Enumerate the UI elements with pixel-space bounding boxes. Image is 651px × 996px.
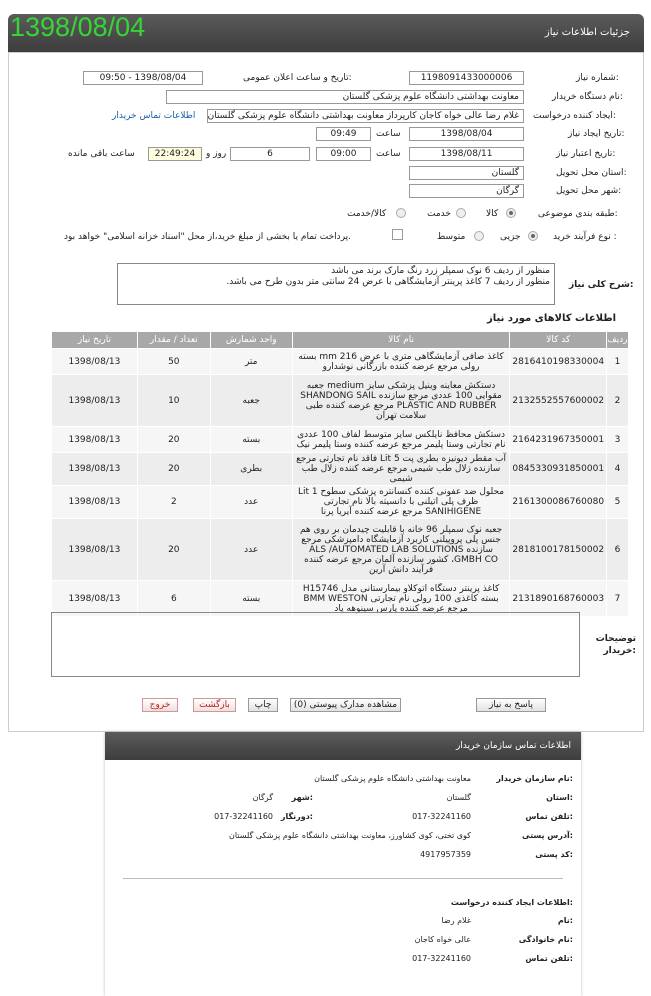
announce-field: 1398/08/04 - 09:50	[83, 71, 203, 85]
cell-qty: 20	[137, 453, 210, 486]
cell-name: جعبه نوک سمپلر 96 خانه با قابلیت چیدمان بر روی هم جنس پلی پروپیلنی کاربرد آزمایشگاه دامپزشکی مرجع سازنده ALS /AUTOMATED LAB SOLUTIONS GMBH CO، کشور سازنده آلمان مرجع عرضه کننده فرآیند دانش آرین	[292, 519, 510, 581]
days-field: 6	[230, 147, 310, 161]
cell-code: 2132552557600002	[510, 375, 607, 427]
description-label: شرح کلی نیاز:	[569, 280, 634, 290]
need-number-label: شماره نیاز:	[576, 73, 619, 83]
purchase-option-minor: جزیی	[500, 232, 521, 242]
cell-name: دستکش معاینه وینیل پزشکی سایز medium جعبه مقوایی 100 عددی مرجع سازنده SHANDONG SAIL PLASTIC AND RUBBER مرجع عرضه کننده طبی سلامت تهران	[292, 375, 510, 427]
page-title: جزئیات اطلاعات نیاز	[544, 27, 630, 38]
cell-date: 1398/08/13	[52, 519, 138, 581]
contact-fax-value: 017-32241160	[214, 812, 273, 821]
print-button[interactable]: چاپ	[248, 698, 278, 712]
buyer-label: نام دستگاه خریدار:	[552, 92, 623, 102]
need-number-field: 1198091433000006	[409, 71, 524, 85]
cell-code: 2816410198330004	[510, 349, 607, 375]
table-row	[52, 453, 629, 486]
description-box	[117, 263, 555, 305]
deadline-date-field: 1398/08/11	[409, 147, 524, 161]
category-radio-goods[interactable]	[506, 208, 516, 218]
purchase-option-medium: متوسط	[437, 232, 466, 242]
cell-qty: 6	[137, 581, 210, 617]
contact-city-value: گرگان	[252, 793, 273, 802]
col-qty: تعداد / مقدار	[137, 332, 210, 349]
cell-unit: بسته	[210, 427, 292, 453]
table-row	[52, 375, 629, 427]
deadline-time-field: 09:00	[316, 147, 371, 161]
cell-unit: عدد	[210, 486, 292, 519]
contact-phone-label: تلفن تماس:	[525, 812, 573, 821]
creator-family-value: عالی خواه کاجان	[414, 935, 471, 944]
cell-unit: جعبه	[210, 375, 292, 427]
deadline-label: تاریخ اعتبار نیاز:	[556, 149, 616, 159]
cell-row: 6	[607, 519, 629, 581]
cell-unit: متر	[210, 349, 292, 375]
contact-divider	[123, 878, 563, 879]
cell-row: 4	[607, 453, 629, 486]
category-radio-service[interactable]	[456, 208, 466, 218]
category-radio-both[interactable]	[396, 208, 406, 218]
category-option-service: خدمت	[427, 209, 451, 219]
cell-name: کاغذ صافی آزمایشگاهی متری با عرض 216 mm بسته رولی مرجع عرضه کننده بازرگانی نوشدارو	[292, 349, 510, 375]
cell-row: 5	[607, 486, 629, 519]
contact-fax-label: دورنگار:	[280, 812, 313, 821]
province-field: گلستان	[409, 166, 524, 180]
created-time-label: ساعت	[376, 129, 401, 139]
table-header-row	[52, 332, 629, 349]
days-label: روز و	[206, 149, 227, 159]
cell-unit: عدد	[210, 519, 292, 581]
cell-row: 1	[607, 349, 629, 375]
city-label: شهر محل تحویل:	[556, 186, 622, 196]
cell-qty: 50	[137, 349, 210, 375]
cell-code: 0845330931850001	[510, 453, 607, 486]
contact-address-value: کوی تختی، کوی کشاورز، معاونت بهداشتی دانشگاه علوم پزشکی گلستان	[228, 831, 471, 840]
created-time-field: 09:49	[316, 127, 371, 141]
col-row: ردیف	[607, 332, 629, 349]
created-date-field: 1398/08/04	[409, 127, 524, 141]
cell-code: 2131890168760003	[510, 581, 607, 617]
purchase-radio-minor[interactable]	[528, 231, 538, 241]
cell-code: 2818100178150002	[510, 519, 607, 581]
description-line-2: منظور از ردیف 7 کاغذ پرینتر آزمایشگاهی با عرض 24 سانتی متر بدون طرح می باشد.	[226, 277, 550, 287]
cell-name: محلول ضد عفونی کننده کنسانتره پزشکی سطوح 1 Lit ظرف پلی اتیلنی با دانسیته بالا نام تجارتی SANIHIGENE مرجع عرضه کننده آیریا پرنا	[292, 486, 510, 519]
creator-phone-value: 017-32241160	[412, 954, 471, 963]
deadline-time-label: ساعت	[376, 149, 401, 159]
cell-qty: 2	[137, 486, 210, 519]
cell-name: آب مقطر دیونیزه بطری پت 5 Lit فاقد نام تجارتی مرجع سازنده زلال طب شیمی مرجع عرضه کننده زلال طب شیمی	[292, 453, 510, 486]
cell-qty: 20	[137, 427, 210, 453]
purchase-type-label: نوع فرآیند خرید :	[553, 232, 617, 242]
buyer-notes-label: توضیحات خریدار:	[595, 634, 636, 656]
back-button[interactable]: بازگشت	[193, 698, 236, 712]
contact-address-label: آدرس پستی:	[522, 831, 573, 840]
remaining-label: ساعت باقی مانده	[68, 149, 135, 159]
cell-qty: 10	[137, 375, 210, 427]
creator-label: ایجاد کننده درخواست:	[533, 111, 616, 121]
creator-section-title: اطلاعات ایجاد کننده درخواست:	[450, 898, 573, 907]
cell-qty: 20	[137, 519, 210, 581]
table-row	[52, 427, 629, 453]
contact-postal-label: کد پستی:	[535, 850, 573, 859]
col-name: نام کالا	[292, 332, 510, 349]
date-stamp: 1398/08/04	[10, 12, 146, 42]
cell-date: 1398/08/13	[52, 453, 138, 486]
reply-button[interactable]: پاسخ به نیاز	[476, 698, 546, 712]
remaining-time-field: 22:49:24	[148, 147, 202, 161]
buyer-field: معاونت بهداشتی دانشگاه علوم پزشکی گلستان	[166, 90, 524, 104]
contact-card	[105, 732, 581, 996]
contact-province-value: گلستان	[446, 793, 471, 802]
purchase-radio-medium[interactable]	[474, 231, 484, 241]
attachments-button[interactable]: مشاهده مدارک پیوستی (0)	[290, 698, 401, 712]
contact-org-value: معاونت بهداشتی دانشگاه علوم پزشکی گلستان	[314, 774, 471, 783]
description-line-1: منظور از ردیف 6 نوک سمپلر زرد رنگ مارک برند می باشد	[331, 266, 550, 276]
cell-name: کاغذ پرینتر دستگاه اتوکلاو بیمارستانی مدل H15746 بسته کاغذی 100 رولی نام تجارتی BMM WESTON مرجع عرضه کننده پارس سینوهه پاد	[292, 581, 510, 617]
created-date-label: تاریخ ایجاد نیاز:	[568, 129, 625, 139]
contact-province-label: استان:	[546, 793, 573, 802]
cell-name: دستکش محافظ نایلکس سایز متوسط لفاف 100 عددی نام تجارتی وستا پلیمر مرجع عرضه کننده وستا پلیمر نیک	[292, 427, 510, 453]
contact-postal-value: 4917957359	[420, 850, 471, 859]
cell-code: 2161300086760080	[510, 486, 607, 519]
cell-unit: بطری	[210, 453, 292, 486]
cell-date: 1398/08/13	[52, 349, 138, 375]
creator-family-label: نام خانوادگی:	[518, 935, 573, 944]
buyer-notes-box	[51, 612, 580, 677]
payment-note: پرداخت تمام یا بخشی از مبلغ خرید،از محل "اسناد خزانه اسلامی" خواهد بود.	[64, 232, 352, 242]
province-label: استان محل تحویل:	[556, 168, 627, 178]
announce-label: تاریخ و ساعت اعلان عمومی:	[243, 73, 352, 83]
creator-name-value: غلام رضا	[441, 916, 471, 925]
buyer-contact-link[interactable]: اطلاعات تماس خریدار	[112, 111, 196, 121]
contact-card-title: اطلاعات تماس سازمان خریدار	[455, 741, 571, 751]
treasury-checkbox[interactable]	[392, 229, 403, 240]
category-option-both: کالا/خدمت	[347, 209, 387, 219]
items-section-title: اطلاعات کالاهای مورد نیاز	[487, 313, 617, 324]
items-table	[51, 331, 629, 617]
cell-date: 1398/08/13	[52, 427, 138, 453]
creator-name-label: نام:	[557, 916, 573, 925]
cell-row: 2	[607, 375, 629, 427]
table-row	[52, 486, 629, 519]
cell-date: 1398/08/13	[52, 375, 138, 427]
contact-org-label: نام سازمان خریدار:	[496, 774, 573, 783]
cell-date: 1398/08/13	[52, 486, 138, 519]
exit-button[interactable]: خروج	[142, 698, 178, 712]
contact-city-label: شهر:	[291, 793, 313, 802]
contact-phone-value: 017-32241160	[412, 812, 471, 821]
cell-row: 3	[607, 427, 629, 453]
category-option-goods: کالا	[486, 209, 499, 219]
col-date: تاریخ نیاز	[52, 332, 138, 349]
cell-unit: بسته	[210, 581, 292, 617]
category-label: طبقه بندی موضوعی:	[538, 209, 618, 219]
contact-card-header	[105, 732, 581, 760]
table-row	[52, 519, 629, 581]
col-unit: واحد شمارش	[210, 332, 292, 349]
cell-date: 1398/08/13	[52, 581, 138, 617]
cell-code: 2164231967350001	[510, 427, 607, 453]
city-field: گرگان	[409, 184, 524, 198]
creator-phone-label: تلفن تماس:	[525, 954, 573, 963]
cell-row: 7	[607, 581, 629, 617]
table-row	[52, 349, 629, 375]
col-code: کد کالا	[510, 332, 607, 349]
creator-field: غلام رضا عالی خواه کاجان کارپرداز معاونت بهداشتی دانشگاه علوم پزشکی گلستان	[207, 109, 524, 123]
